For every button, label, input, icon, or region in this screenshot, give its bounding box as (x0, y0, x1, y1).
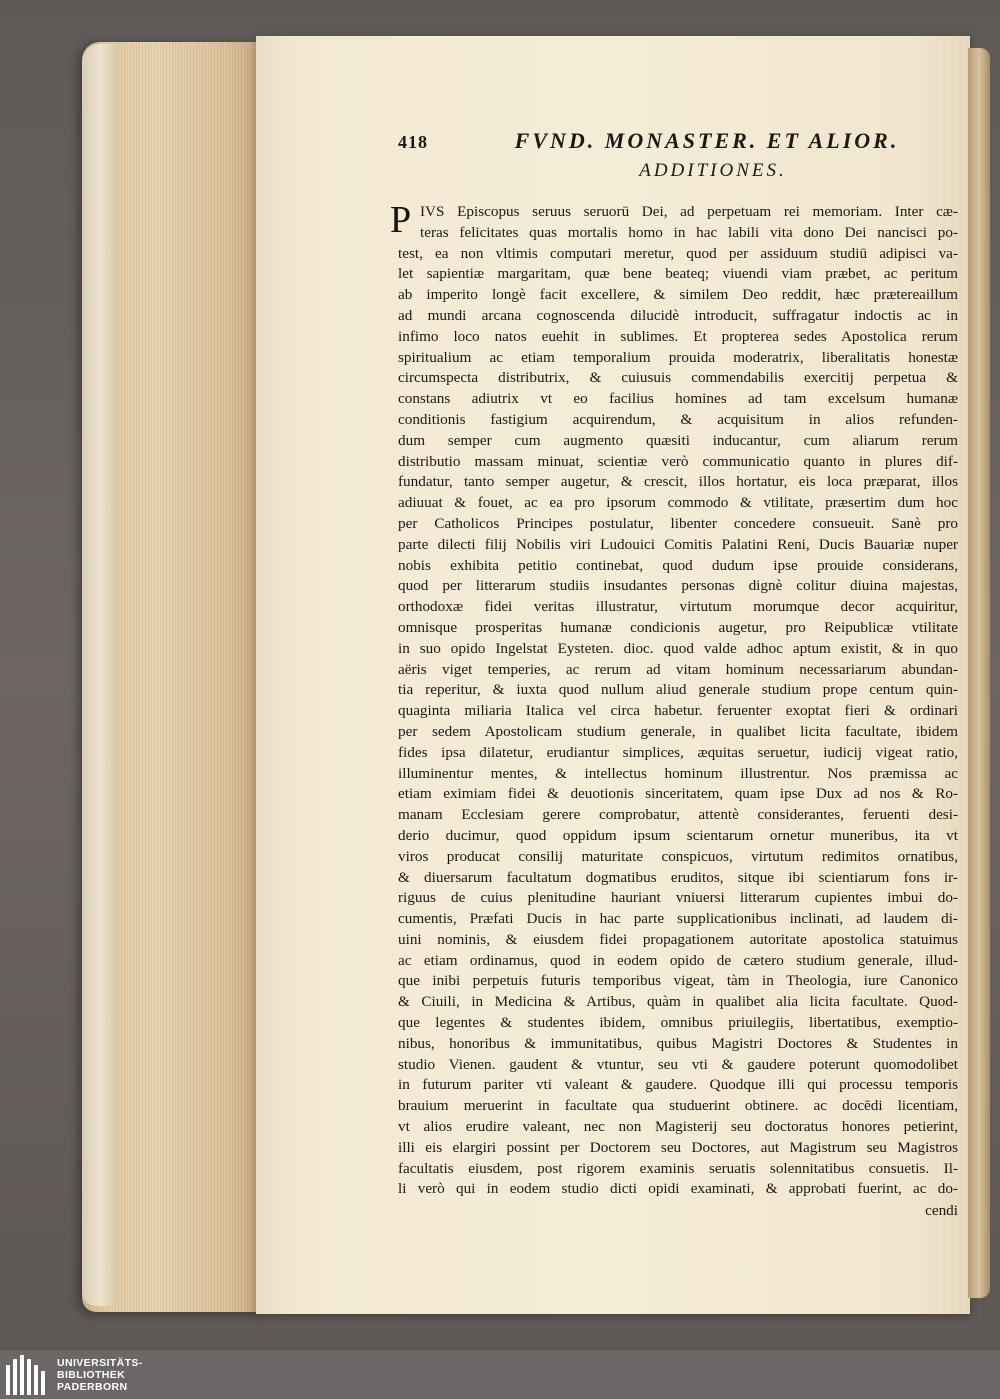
text-line (398, 951, 958, 972)
text-line (398, 868, 958, 889)
text-line (398, 223, 958, 244)
text-line-content: que inibi perpetuis futuris temporibus vigeat, tàm in Theologia, iure Canonico (398, 972, 958, 990)
text-line (398, 1117, 958, 1138)
text-line (398, 680, 958, 701)
text-line (398, 1034, 958, 1055)
text-line-content: nobis exhibita petitio continebat, quod dudum ipse prouide considerans, (398, 556, 958, 574)
text-line (398, 285, 958, 306)
text-line (398, 1096, 958, 1117)
text-line (398, 743, 958, 764)
text-line-content: aëris viget temperies, ac rerum ad vitam hominum necessariarum abundan- (398, 660, 958, 678)
text-line-content: nibus, honoribus & immunitatibus, quibus Magistri Doctores & Studentes in (398, 1034, 958, 1052)
text-line (398, 348, 958, 369)
text-line-content: quod per litterarum studiis insudantes personas dignè colitur diuina majestas, (398, 577, 958, 595)
text-line-content: let sapientiæ margaritam, quæ bene beateq; viuendi viam præbet, ac peritum (398, 265, 958, 283)
text-line-content: ac etiam ordinamus, quod in eodem opido de cætero studium generale, illud- (398, 951, 958, 969)
text-line-content: distributio massam minuat, scientiæ verò communicatio quanto in plures dif- (398, 452, 958, 470)
text-line-content: facultatis eiusdem, post rigorem examinis seruatis solennitatibus consuetis. Il- (398, 1159, 958, 1177)
text-line-content: ad mundi arcana cognoscenda dilucidè introducit, suffragatur indoctis ac in (398, 306, 958, 324)
text-line-content: spiritualium ac etiam temporalium prouida moderatrix, liberalitatis honestæ (398, 348, 958, 366)
text-line-content: IVS Episcopus seruus seruorū Dei, ad perpetuam rei memoriam. Inter cæ- (420, 203, 958, 220)
text-line (398, 327, 958, 348)
text-line (398, 244, 958, 265)
text-line-content: fides ipsa dilatetur, erudiantur simplices, æquitas seruetur, iudicij vigeat ratio, (398, 743, 958, 761)
text-line-content: vt alios erudire valeant, nec non Magisterij seu doctoratus honores petierint, (398, 1118, 958, 1136)
text-line (398, 909, 958, 930)
text-line-content: li verò qui in eodem studio dicti opidi examinati, & approbati fuerint, ac do- (398, 1180, 958, 1198)
text-line (398, 930, 958, 951)
page-text (390, 128, 958, 1222)
text-line (398, 722, 958, 743)
text-line (398, 368, 958, 389)
text-line-content: brauium meruerint in facultate qua studuerint obtinere. ac docēdi licentiam, (398, 1097, 958, 1115)
text-line (398, 264, 958, 285)
text-line-content: test, ea non vltimis computari meretur, quod per assiduum studiū adipisci va- (398, 244, 958, 262)
text-line (398, 1179, 958, 1200)
text-line (398, 1055, 958, 1076)
library-name (57, 1357, 143, 1393)
text-line-content: constans adiutrix vt eo facilius homines ad tam excelsum humanæ (398, 390, 958, 408)
text-line (398, 410, 958, 431)
text-line-content: per Catholicos Principes postulatur, libenter concedere consueuit. Sanè pro (398, 514, 958, 532)
text-line-content: teras felicitates quas mortalis homo in hac labili vita dono Dei nancisci po- (420, 223, 958, 241)
text-line (398, 888, 958, 909)
text-line-content: parte dilecti filij Nobilis viri Ludouici Comitis Palatini Reni, Ducis Bauariæ nuper (398, 535, 958, 553)
text-line-content: que legentes & studentes ibidem, omnibus priuilegiis, libertatibus, exemptio- (398, 1014, 958, 1032)
text-line-content: in suo opido Ingelstat Eysteten. dioc. quod valde adhoc aptum existit, & in quo (398, 639, 958, 657)
drop-initial: P (390, 199, 412, 241)
text-line-content: omnisque prosperitas humanæ condicionis augetur, pro Reipublicæ vtilitate (398, 618, 958, 636)
text-line-content: infimo loco natos euehit in sublimes. Et propterea sedes Apostolica rerum (398, 327, 958, 345)
library-footer (0, 1350, 1000, 1399)
text-line (398, 1159, 958, 1180)
text-line (398, 452, 958, 473)
text-line (398, 992, 958, 1013)
text-line-content: etiam eximiam fidei & deuotionis sinceritatem, quam ipse Dux ad nos & Ro- (398, 785, 958, 803)
text-line (398, 764, 958, 785)
library-name-line2: BIBLIOTHEK (57, 1368, 126, 1381)
text-line (398, 784, 958, 805)
section-title: ADDITIONES. (639, 160, 787, 181)
text-line (398, 805, 958, 826)
text-line (398, 1138, 958, 1159)
text-line-content: illuminentur mentes, & intellectus hominum illustrentur. Nos præmissa ac (398, 764, 958, 782)
text-line (398, 389, 958, 410)
text-line (398, 431, 958, 452)
library-name-line3: PADERBORN (57, 1380, 128, 1393)
text-line (398, 660, 958, 681)
text-line-content: uini nominis, & eiusdem fidei propagationem autoritate apostolica statuimus (398, 930, 958, 948)
running-title: FVND. MONASTER. ET ALIOR. (514, 128, 900, 153)
text-line-content: & Ciuili, in Medicina & Artibus, quàm in qualibet alia licita facultate. Quod- (398, 993, 958, 1011)
text-line-content: illi eis elargiri possint per Doctorem seu Doctores, aut Magistrum seu Magistros (398, 1138, 958, 1156)
text-line-content: derio ducimur, quod oppidum ipsum scientarum ornetur muneribus, ita vt (398, 826, 958, 844)
text-line (398, 493, 958, 514)
text-line (398, 514, 958, 535)
text-line-content: circumspecta distributrix, & cuiusuis commendabilis exercitij perpetua & (398, 369, 958, 387)
text-line-content: tia reperitur, & iuxta quod nullum aliud generale studium prope centum quin- (398, 681, 958, 699)
text-line-content: riguus de cuius plenitudine hauriant vniuersi litterarum cupientes imbui do- (398, 889, 958, 907)
text-line-content: quaginta miliaria Italica vel circa habetur. feruenter exoptat fieri & ordinari (398, 702, 958, 720)
text-line-content: orthodoxæ fidei veritas illustratur, virtutum morumque decor acquiritur, (398, 598, 958, 616)
text-line (398, 306, 958, 327)
text-line (398, 556, 958, 577)
page-number: 418 (398, 132, 428, 152)
text-line-content: per sedem Apostolicam studium generale, in qualibet licita facultate, ibidem (398, 722, 958, 740)
text-line-content: in futurum pariter vti valeant & gaudere. Quodque illi qui processu temporis (398, 1076, 958, 1094)
book-spine-edge (82, 44, 118, 1306)
library-name-line1: UNIVERSITÄTS- (57, 1356, 143, 1369)
library-logo-icon (6, 1355, 45, 1395)
text-line-content: manam Ecclesiam gerere comprobatur, attentè considerantes, feruenti desi- (398, 806, 958, 824)
text-line (398, 847, 958, 868)
text-line-content: fundatur, tanto semper augetur, & crescit, illos hortatur, eis loca præparat, illos (398, 473, 958, 491)
text-line (398, 971, 958, 992)
text-line (398, 472, 958, 493)
text-line (398, 701, 958, 722)
text-line (398, 1075, 958, 1096)
text-line (398, 639, 958, 660)
facing-page-edge (968, 48, 990, 1298)
text-line (398, 826, 958, 847)
text-line-content: dum semper cum augmento quæsiti inducantur, cum aliarum rerum (398, 431, 958, 449)
text-line (398, 576, 958, 597)
text-line (398, 1013, 958, 1034)
text-line (398, 535, 958, 556)
text-line-content: & diuersarum facultatum dogmatibus eruditos, sitque ibi scientiarum fons ir- (398, 868, 958, 886)
text-line-content: viros producat consilij maturitate conspicuos, virtutum redimitos ornatibus, (398, 847, 958, 865)
text-line-content: ab imperito longè facit excellere, & similem Deo reddit, hæc prætereaillum (398, 286, 958, 304)
text-line-content: conditionis fastigium acquirendum, & acquisitum in alios refunden- (398, 410, 958, 428)
text-line (398, 597, 958, 618)
text-line (398, 618, 958, 639)
text-line-content: adiuuat & fouet, ac ea pro ipsorum commodo & vtilitate, præsertim dum hoc (398, 494, 958, 512)
catchword: cendi (925, 1202, 958, 1220)
text-line-content: studio Vienen. gaudent & vtuntur, seu vti & gaudere poterunt quomodolibet (398, 1055, 958, 1073)
body-text (390, 199, 958, 1200)
running-head (398, 128, 958, 158)
text-line-content: cumentis, Præfati Ducis in hac parte supplicationibus inclinati, ad laudem di- (398, 910, 958, 928)
